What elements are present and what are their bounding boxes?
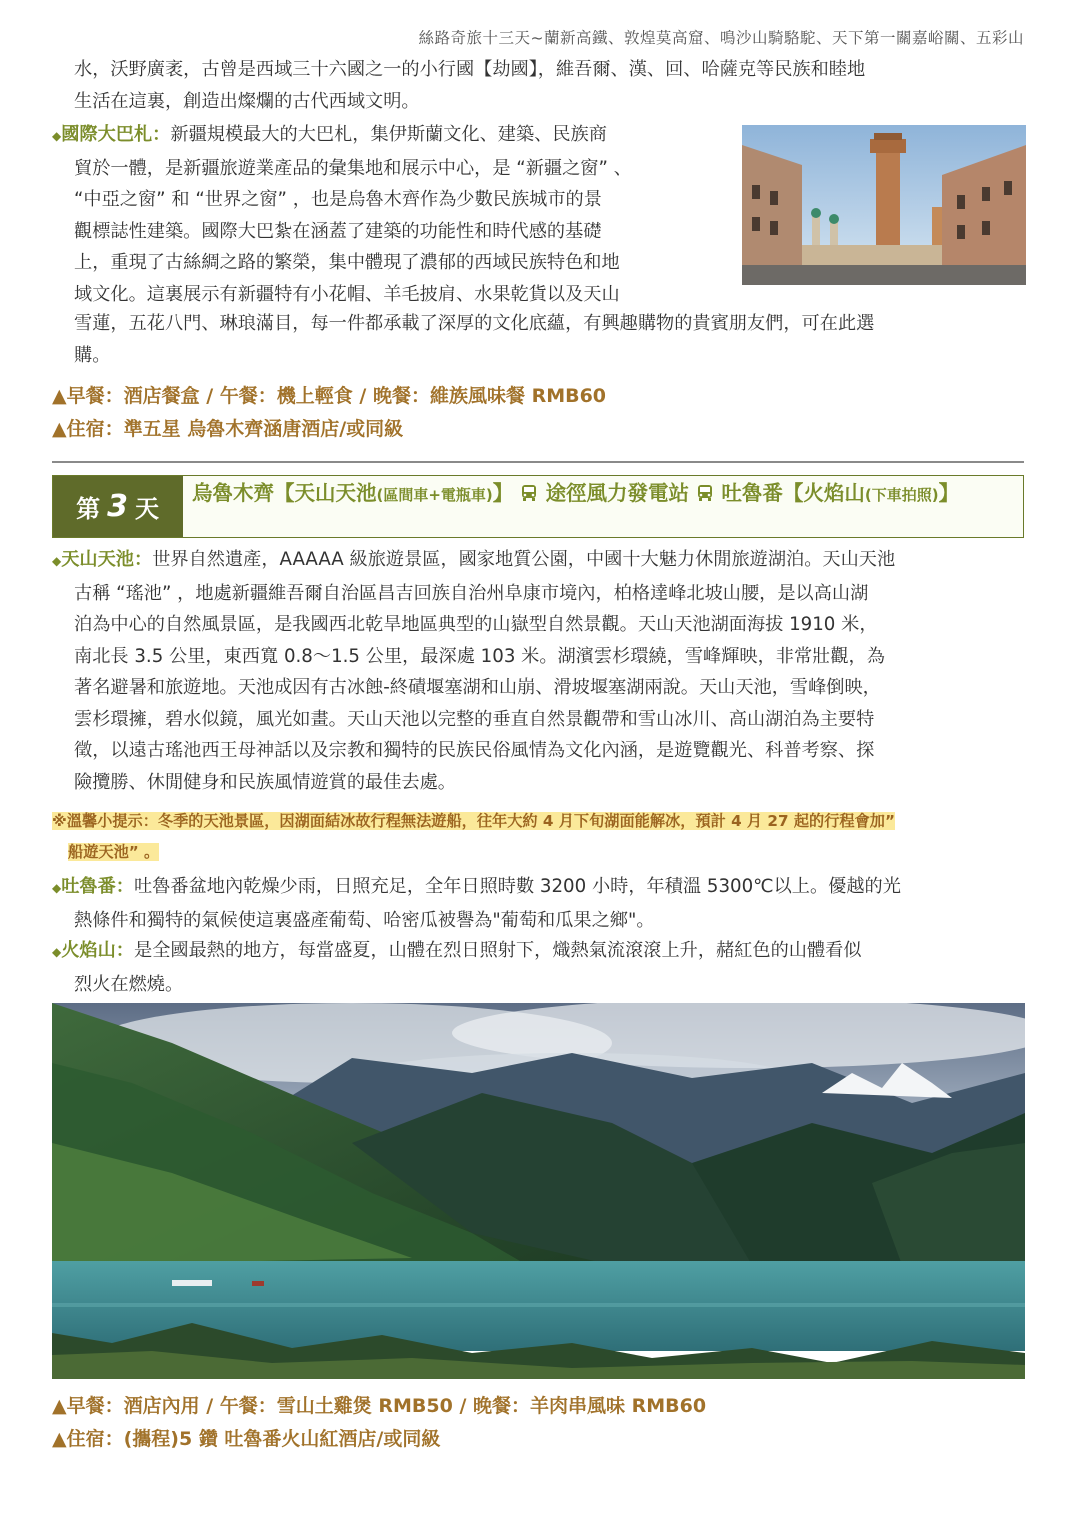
bazaar-line: 觀標誌性建築。國際大巴紮在涵蓋了建築的功能性和時代感的基礎 [74, 220, 602, 242]
tip-line: 船遊天池” 。 [68, 843, 160, 861]
intro-paragraph [74, 54, 865, 117]
section-divider [52, 461, 1024, 463]
tianchi-lake-art [52, 1003, 1025, 1379]
bazaar-section-tail [74, 308, 1034, 371]
day3-meals: ▲早餐：酒店內用 / 午餐：雪山土雞煲 RMB50 / 晚餐：羊肉串風味 RMB60 [52, 1395, 707, 1417]
title-part: (下車拍照) [864, 486, 939, 504]
bazaar-line: “中亞之窗” 和 “世界之窗” ，也是烏魯木齊作為少數民族城市的景 [74, 189, 602, 210]
day3-header [52, 475, 1024, 538]
bazaar-line: 貿於一體，是新疆旅遊業產品的彙集地和展示中心，是 “新疆之窗” 、 [74, 157, 632, 179]
flaming-line: 烈火在燃燒。 [74, 973, 184, 995]
day-suffix: 天 [134, 495, 160, 523]
tianchi-label: 天山天池： [61, 549, 153, 570]
bus-icon [696, 484, 714, 502]
bazaar-photo-art [742, 125, 1026, 285]
tianchi-lake-photo [52, 1003, 1025, 1379]
tianchi-text: 世界自然遺產，AAAAA 級旅遊景區，國家地質公園，中國十大魅力休閒旅遊湖泊。天山天池 [152, 549, 896, 570]
diamond-bullet-icon: ◆ [52, 881, 62, 895]
day3-hotel: ▲住宿：(攜程)5 鑽 吐魯番火山紅酒店/或同級 [52, 1428, 441, 1450]
title-part: 】 [492, 481, 514, 505]
bazaar-line: 購。 [74, 344, 111, 366]
tianchi-line [52, 544, 1032, 578]
day-prefix: 第 [76, 495, 102, 523]
tianchi-line: 險攬勝、休閒健身和民族風情遊賞的最佳去處。 [74, 771, 456, 793]
flaming-mountain-section [52, 935, 1032, 1000]
flaming-label: 火焰山： [61, 940, 134, 961]
title-part: 烏魯木齊【天山天池 [192, 481, 377, 505]
turpan-text: 吐魯番盆地內乾燥少雨，日照充足，全年日照時數 3200 小時，年積溫 5300℃以上。優越的光 [134, 876, 901, 897]
page-header-route: 絲路奇旅十三天~蘭新高鐵、敦煌莫高窟、鳴沙山騎駱駝、天下第一關嘉峪關、五彩山 [418, 29, 1024, 47]
bazaar-text: 新疆規模最大的大巴札，集伊斯蘭文化、建築、民族商 [170, 124, 607, 145]
flaming-line [52, 935, 1032, 969]
day-label [53, 476, 183, 537]
bazaar-photo [742, 125, 1026, 285]
bus-icon [520, 484, 538, 502]
tianchi-line: 泊為中心的自然風景區，是我國西北乾旱地區典型的山嶽型自然景觀。天山天池湖面海拔 1910 米， [74, 614, 878, 635]
intro-line: 水，沃野廣袤，古曾是西域三十六國之一的小行國【劫國】，維吾爾、漢、回、哈薩克等民族和睦地 [74, 59, 866, 80]
turpan-line: 熱條件和獨特的氣候使這裏盛產葡萄、哈密瓜被譽為"葡萄和瓜果之鄉"。 [74, 909, 655, 931]
day2-meals: ▲早餐：酒店餐盒 / 午餐：機上輕食 / 晚餐：維族風味餐 RMB60 [52, 385, 607, 407]
bazaar-line [52, 119, 752, 153]
warm-tip [52, 806, 1032, 868]
bazaar-line: 雪蓮，五花八門、琳琅滿目，每一件都承載了深厚的文化底蘊，有興趣購物的貴賓朋友們，可在此選 [74, 313, 875, 334]
flaming-text: 是全國最熱的地方，每當盛夏，山體在烈日照射下，熾熱氣流滾滾上升，赭紅色的山體看似 [134, 940, 862, 961]
diamond-bullet-icon: ◆ [52, 945, 62, 959]
day2-hotel: ▲住宿：準五星 烏魯木齊涵唐酒店/或同級 [52, 418, 404, 440]
day3-title [192, 478, 1017, 510]
turpan-line [52, 871, 1032, 905]
title-part: 途徑風力發電站 [545, 481, 690, 505]
title-part: 】 [938, 481, 960, 505]
tianchi-line: 著名避暑和旅遊地。天池成因有古冰蝕-終磧堰塞湖和山崩、滑坡堰塞湖兩說。天山天池，雪峰倒映， [74, 677, 881, 698]
diamond-bullet-icon: ◆ [52, 554, 62, 568]
bazaar-line: 域文化。這裏展示有新疆特有小花帽、羊毛披肩、水果乾貨以及天山 [74, 283, 620, 305]
bazaar-section [52, 119, 752, 310]
tianchi-line: 南北長 3.5 公里，東西寬 0.8～1.5 公里，最深處 103 米。湖濱雲杉環繞，雪峰輝映，非常壯觀，為 [74, 645, 885, 667]
tianchi-line: 雲杉環擁，碧水似鏡，風光如畫。天山天池以完整的垂直自然景觀帶和雪山冰川、高山湖泊為主要特 [74, 708, 875, 730]
diamond-bullet-icon: ◆ [52, 129, 62, 143]
tianchi-line: 徵，以遠古瑤池西王母神話以及宗教和獨特的民族民俗風情為文化內涵，是遊覽觀光、科普考察、探 [74, 740, 875, 761]
bazaar-line: 上，重現了古絲綢之路的繁榮，集中體現了濃郁的西域民族特色和地 [74, 252, 620, 273]
tip-line: ※溫馨小提示：冬季的天池景區，因湖面結冰故行程無法遊船，往年大約 4 月下旬湖面能解冰，預計 4 月 27 起的行程會加” [52, 812, 895, 830]
turpan-section [52, 871, 1032, 936]
bazaar-label: 國際大巴札： [61, 124, 171, 145]
intro-line: 生活在這裏，創造出燦爛的古代西域文明。 [74, 90, 420, 112]
title-part: (區間車+電瓶車) [376, 486, 493, 504]
title-part: 吐魯番【火焰山 [721, 481, 865, 505]
turpan-label: 吐魯番： [61, 876, 134, 897]
tianchi-line: 古稱 “瑤池” ，地處新疆維吾爾自治區昌吉回族自治州阜康市境內，柏格達峰北坡山腰，是以高山湖 [74, 582, 869, 604]
tianchi-section [52, 544, 1032, 798]
day-number: 3 [107, 489, 129, 524]
